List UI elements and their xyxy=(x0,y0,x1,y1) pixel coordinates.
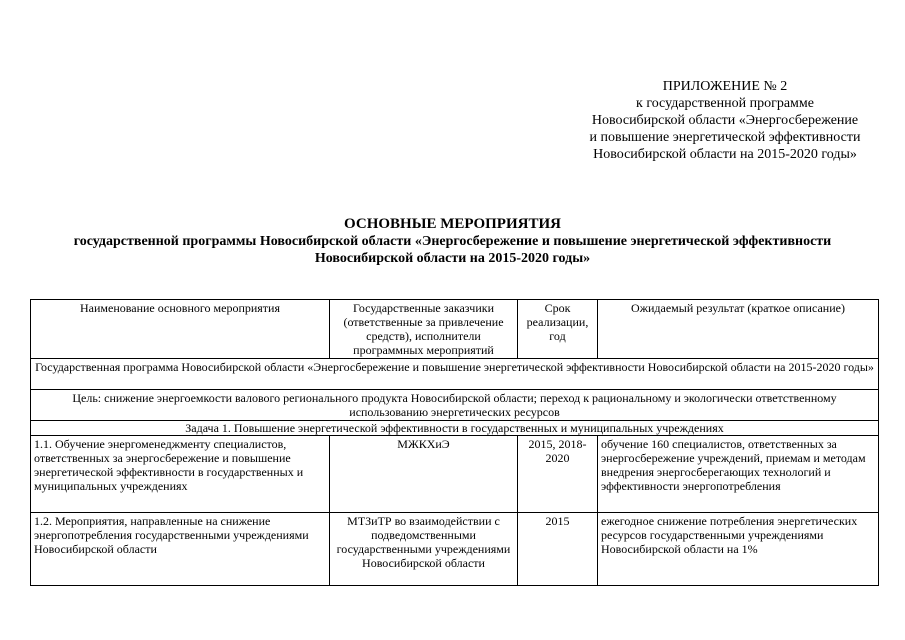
document-title: ОСНОВНЫЕ МЕРОПРИЯТИЯ xyxy=(344,216,561,232)
appendix-line: и повышение энергетической эффективности xyxy=(589,130,861,145)
appendix-block xyxy=(560,78,890,163)
appendix-title: ПРИЛОЖЕНИЕ № 2 xyxy=(662,79,788,94)
customer-cell: МЖКХиЭ xyxy=(330,436,518,513)
result-cell: обучение 160 специалистов, ответственных за энергосбережение учреждений, приемам и методам внедрения энергосберегающих технологий и эффективности энергопотребления xyxy=(598,436,879,513)
column-header-customer: Государственные заказчики (ответственные за привлечение средств), исполнители программных мероприятий xyxy=(330,300,518,359)
column-header-name: Наименование основного мероприятия xyxy=(31,300,330,359)
program-cell: Государственная программа Новосибирской области «Энергосбережение и повышение энергетической эффективности Новосибирской области на 2015-2020 годы» xyxy=(31,359,879,390)
table-row xyxy=(31,513,879,586)
task-row xyxy=(31,421,879,436)
task-cell: Задача 1. Повышение энергетической эффективности в государственных и муниципальных учреждениях xyxy=(31,421,879,436)
document-subtitle-line2: Новосибирской области на 2015-2020 годы» xyxy=(314,251,591,266)
measure-name-cell: 1.1. Обучение энергоменеджменту специалистов, ответственных за энергосбережение и повышение энергетической эффективности в государственных и муниципальных учреждениях xyxy=(31,436,330,513)
appendix-line: Новосибирской области «Энергосбережение xyxy=(591,113,859,128)
appendix-line: Новосибирской области на 2015-2020 годы» xyxy=(593,147,857,162)
measure-name-cell: 1.2. Мероприятия, направленные на снижение энергопотребления государственными учреждениями Новосибирской области xyxy=(31,513,330,586)
goal-row xyxy=(31,390,879,421)
period-cell: 2015, 2018-2020 xyxy=(518,436,598,513)
table-row xyxy=(31,436,879,513)
column-header-result: Ожидаемый результат (краткое описание) xyxy=(598,300,879,359)
goal-cell: Цель: снижение энергоемкости валового регионального продукта Новосибирской области; переход к рациональному и экологически ответственному использованию энергетических ресурсов xyxy=(31,390,879,421)
result-cell: ежегодное снижение потребления энергетических ресурсов государственными учреждениями Новосибирской области на 1% xyxy=(598,513,879,586)
document-heading xyxy=(0,215,905,267)
column-header-period: Срок реализации, год xyxy=(518,300,598,359)
customer-cell: МТЗиТР во взаимодействии с подведомственными государственными учреждениями Новосибирской области xyxy=(330,513,518,586)
appendix-line: к государственной программе xyxy=(636,96,814,111)
period-cell: 2015 xyxy=(518,513,598,586)
table-header-row xyxy=(31,300,879,359)
measures-table xyxy=(30,299,879,586)
document-subtitle-line1: государственной программы Новосибирской области «Энергосбережение и повышение энергетической эффективности xyxy=(73,234,832,249)
program-row xyxy=(31,359,879,390)
